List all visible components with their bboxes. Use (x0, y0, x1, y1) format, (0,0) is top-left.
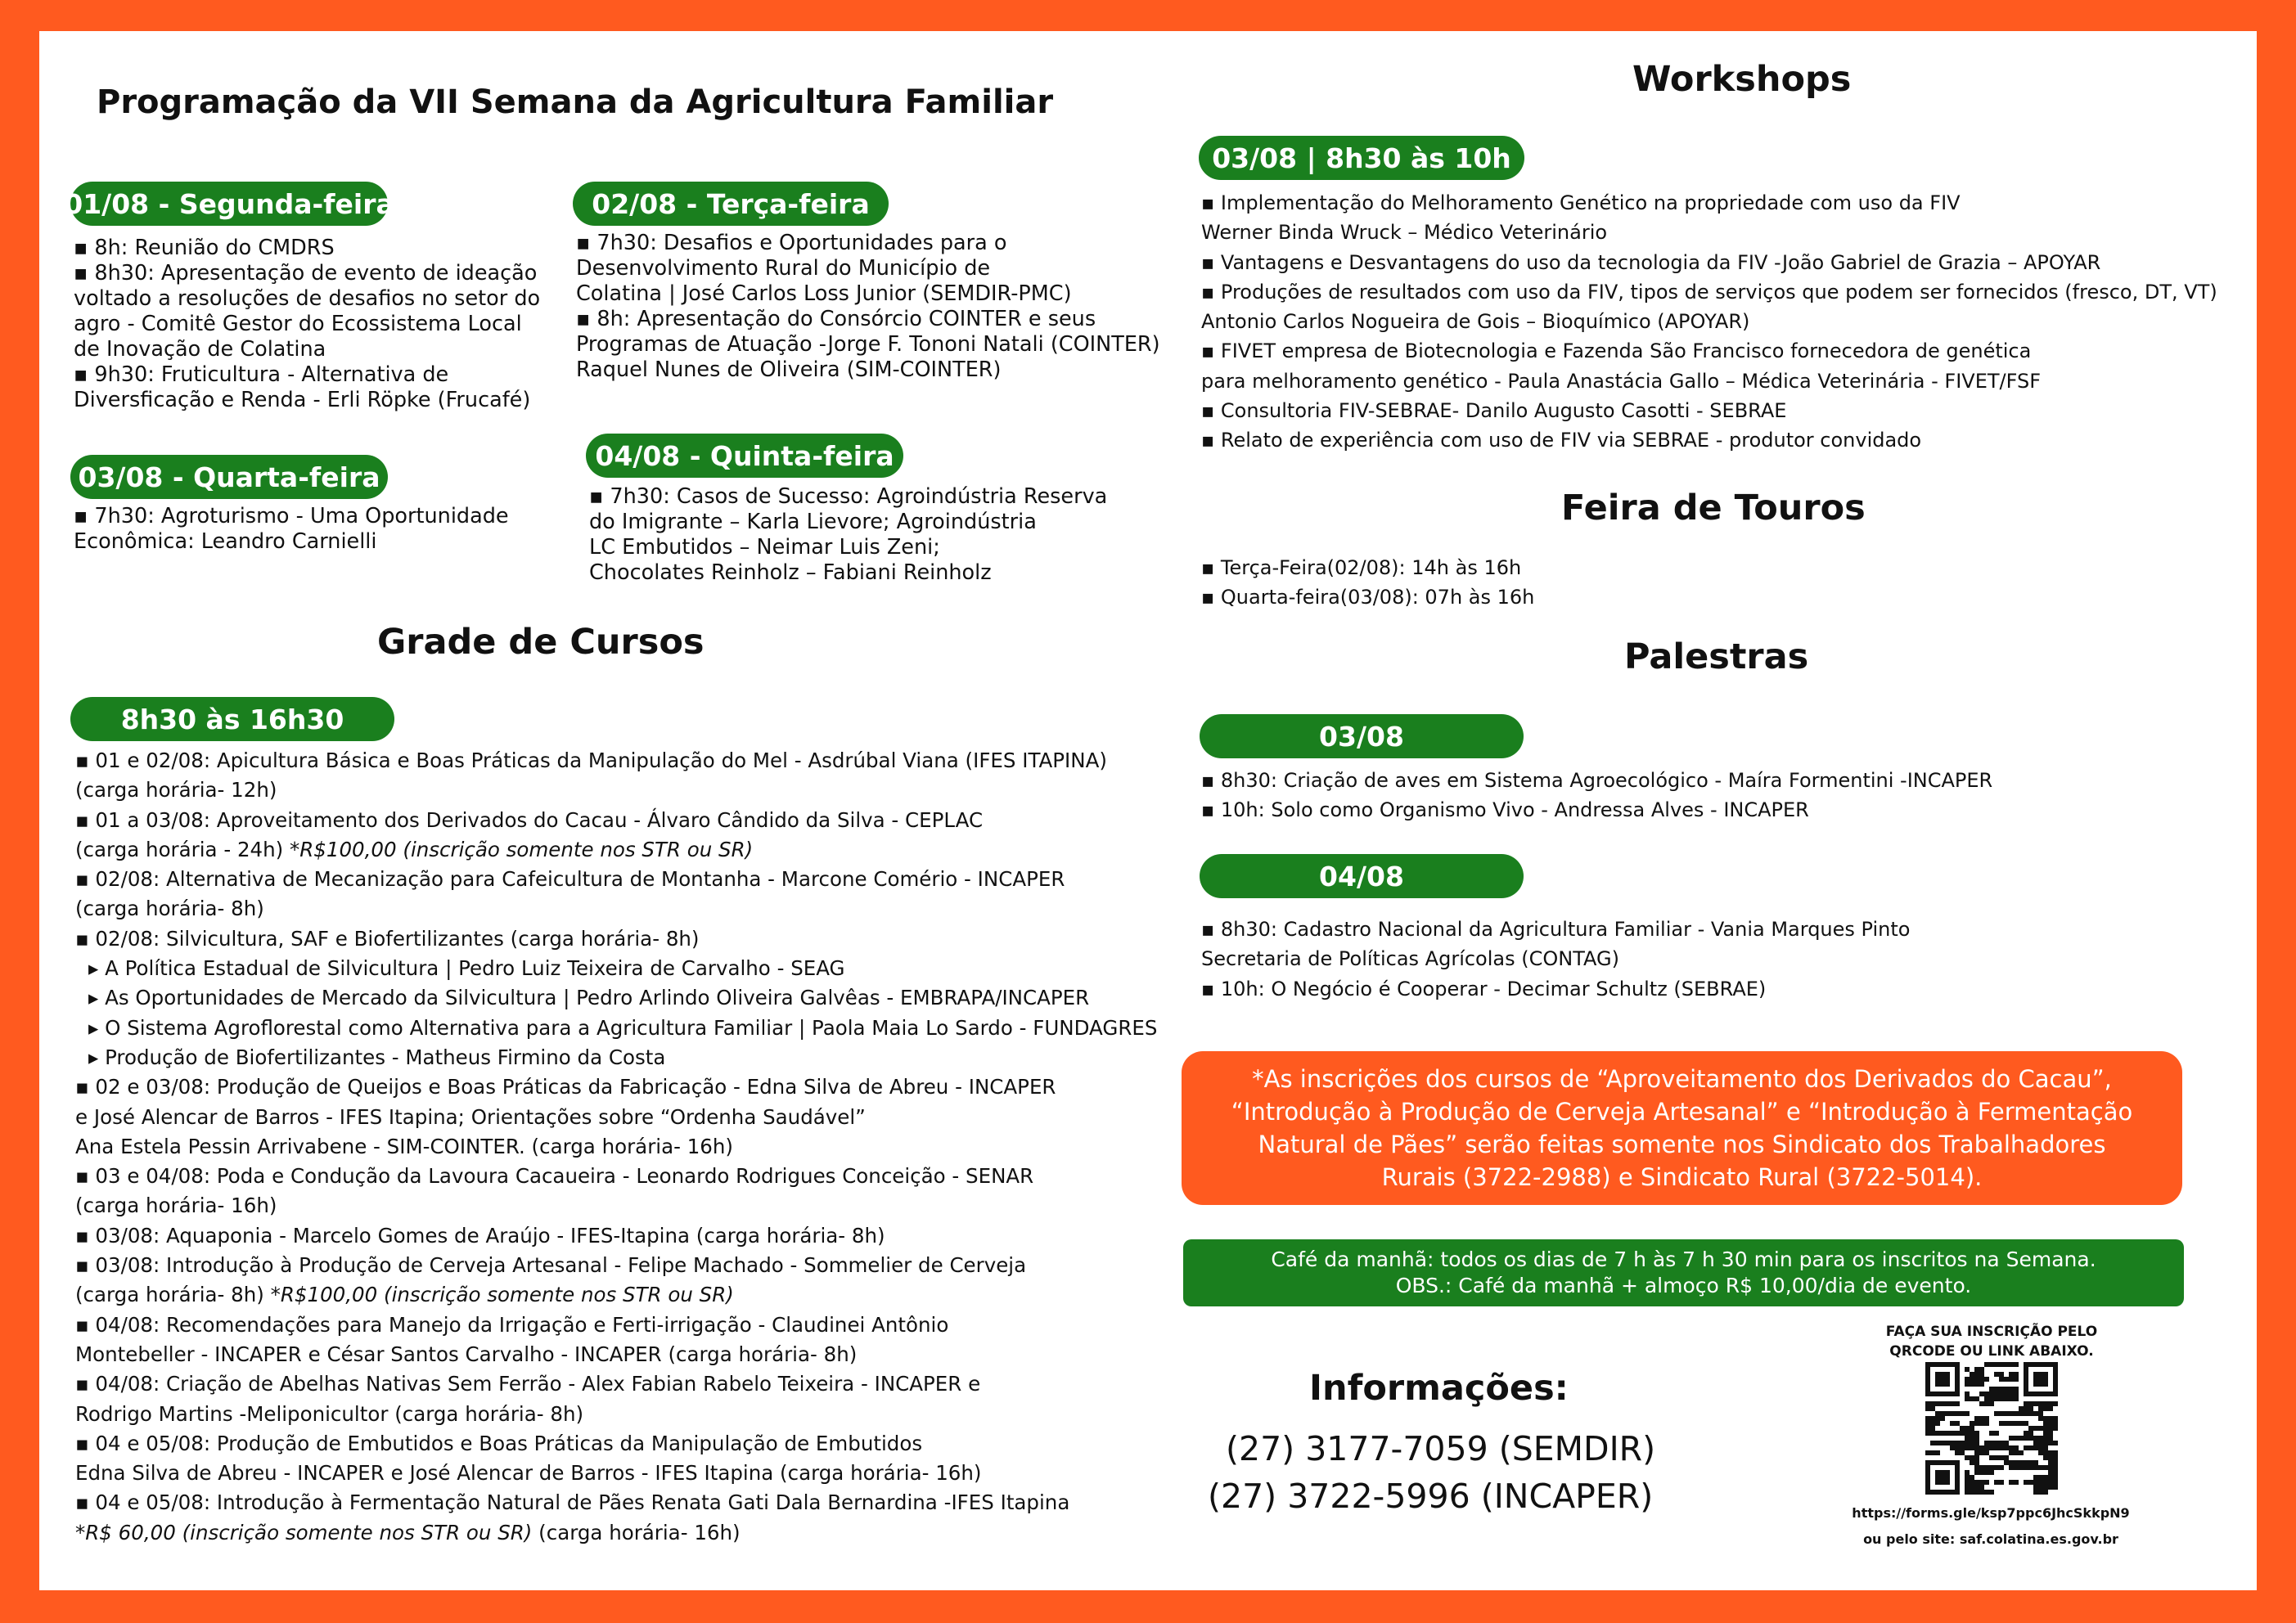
schedule-line: agro - Comitê Gestor do Ecossistema Local (74, 312, 522, 336)
schedule-line: ▪ 8h30: Apresentação de evento de ideação (74, 261, 538, 285)
palestra-line: ▪ 10h: Solo como Organismo Vivo - Andressa Alves - INCAPER (1201, 798, 1809, 822)
courses-heading: Grade de Cursos (377, 622, 705, 663)
page-title: Programação da VII Semana da Agricultura Familiar (97, 83, 1054, 121)
schedule-line: ▪ 7h30: Casos de Sucesso: Agroindústria Reserva (589, 484, 1108, 509)
course-line: ▪ 04/08: Recomendações para Manejo da Irrigação e Ferti-irrigação - Claudinei Antônio (75, 1312, 949, 1337)
workshop-line: ▪ Vantagens e Desvantagens do uso da tecnologia da FIV -João Gabriel de Grazia – APOYAR (1201, 250, 2101, 274)
workshop-line: ▪ FIVET empresa de Biotecnologia e Fazenda São Francisco fornecedora de genética (1201, 339, 2032, 363)
schedule-line: ▪ 7h30: Desafios e Oportunidades para o (576, 231, 1007, 255)
workshop-line: Werner Binda Wruck – Médico Veterinário (1201, 221, 1608, 245)
course-line: (carga horária- 12h) (75, 778, 277, 803)
day-schedule-0208 (576, 231, 1160, 383)
workshop-line: ▪ Implementação do Melhoramento Genético na propriedade com uso da FIV (1201, 191, 1961, 214)
course-line: (carga horária - 24h) *R$100,00 (inscrição somente nos STR ou SR) (75, 837, 754, 861)
notice-line: Natural de Pães” serão feitas somente nos Sindicato dos Trabalhadores (1258, 1131, 2106, 1158)
workshop-line: para melhoramento genético - Paula Anastácia Gallo – Médica Veterinária - FIVET/FSF (1201, 369, 2042, 393)
course-line: ▪ 03/08: Introdução à Produção de Cerveja Artesanal - Felipe Machado - Sommelier de Cerveja (75, 1253, 1027, 1278)
info-heading: Informações: (1309, 1368, 1569, 1409)
course-line: ▪ 04/08: Criação de Abelhas Nativas Sem Ferrão - Alex Fabian Rabelo Teixeira - INCAPER e (75, 1372, 981, 1396)
day-pill-0208: 02/08 - Terça-feira (573, 182, 889, 226)
workshops-list (1201, 188, 2217, 456)
course-line: ▪ 03/08: Aquaponia - Marcelo Gomes de Araújo - IFES-Itapina (carga horária- 8h) (75, 1223, 885, 1248)
course-line: (carga horária- 8h) (75, 897, 264, 921)
palestra-pill-0408: 04/08 (1200, 854, 1524, 898)
workshops-time-pill: 03/08 | 8h30 às 10h (1199, 136, 1524, 180)
course-subitem: ▸ O Sistema Agroflorestal como Alternativa para a Agricultura Familiar | Paola Maia Lo Sardo - FUNDAGRES (88, 1015, 1158, 1040)
course-line: e José Alencar de Barros - IFES Itapina; Orientações sobre “Ordenha Saudável” (75, 1104, 866, 1129)
schedule-line: Desenvolvimento Rural do Município de (576, 256, 991, 281)
feira-line: ▪ Terça-Feira(02/08): 14h às 16h (1201, 556, 1522, 579)
courses-list (75, 746, 1157, 1548)
poster (39, 31, 2257, 1590)
course-subitem: ▸ As Oportunidades de Mercado da Silvicultura | Pedro Arlindo Oliveira Galvêas - EMBRAPA/INCAPER (88, 986, 1090, 1010)
registration-instruction (1846, 1322, 2137, 1361)
course-line: Montebeller - INCAPER e César Santos Carvalho - INCAPER (carga horária- 8h) (75, 1342, 858, 1366)
palestra-list-0308 (1201, 766, 1992, 825)
courses-time-pill: 8h30 às 16h30 (70, 697, 394, 741)
schedule-line: de Inovação de Colatina (74, 337, 326, 362)
schedule-line: do Imigrante – Karla Lievore; Agroindústria (589, 510, 1037, 534)
workshop-line: ▪ Relato de experiência com uso de FIV via SEBRAE - produtor convidado (1201, 429, 1922, 452)
phone-semdir[interactable]: (27) 3177-7059 (SEMDIR) (1226, 1429, 1656, 1468)
course-line: ▪ 04 e 05/08: Introdução à Fermentação Natural de Pães Renata Gati Dala Bernardina -IFES Itapina (75, 1490, 1070, 1515)
schedule-line: ▪ 9h30: Fruticultura - Alternativa de (74, 362, 449, 387)
feira-line: ▪ Quarta-feira(03/08): 07h às 16h (1201, 586, 1535, 609)
day-pill-0108: 01/08 - Segunda-feira (70, 182, 388, 226)
schedule-line: voltado a resoluções de desafios no setor do (74, 286, 541, 311)
workshop-line: ▪ Consultoria FIV-SEBRAE- Danilo Augusto Casotti - SEBRAE (1201, 399, 1787, 423)
course-subitem: ▸ Produção de Biofertilizantes - Matheus Firmino da Costa (88, 1045, 666, 1069)
registration-link[interactable]: https://forms.gle/ksp7ppc6JhcSkkpN9 (1852, 1505, 2130, 1521)
feira-list (1201, 553, 1534, 613)
feira-heading: Feira de Touros (1561, 488, 1866, 528)
schedule-line: Raquel Nunes de Oliveira (SIM-COINTER) (576, 357, 1002, 382)
course-line: Rodrigo Martins -Meliponicultor (carga horária- 8h) (75, 1401, 584, 1426)
day-schedule-0108 (74, 236, 540, 413)
palestra-list-0408 (1201, 915, 1910, 1004)
notice-line: Rurais (3722-2988) e Sindicato Rural (3722-5014). (1381, 1163, 1983, 1191)
schedule-line: Econômica: Leandro Carnielli (74, 529, 377, 554)
qr-code-icon[interactable] (1925, 1362, 2058, 1495)
cafe-line: Café da manhã: todos os dias de 7 h às 7 h 30 min para os inscritos na Semana. (1271, 1248, 2096, 1271)
registration-notice (1182, 1051, 2182, 1205)
palestra-pill-0308: 03/08 (1200, 714, 1524, 758)
schedule-line: ▪ 8h: Reunião do CMDRS (74, 236, 335, 260)
registration-instruction-line: FAÇA SUA INSCRIÇÃO PELO (1885, 1324, 2098, 1340)
schedule-line: ▪ 8h: Apresentação do Consórcio COINTER e seus (576, 307, 1096, 331)
course-line: ▪ 03 e 04/08: Poda e Condução da Lavoura Cacaueira - Leonardo Rodrigues Conceição - SENAR (75, 1164, 1034, 1189)
course-line: ▪ 04 e 05/08: Produção de Embutidos e Boas Práticas da Manipulação de Embutidos (75, 1431, 923, 1455)
day-pill-0308: 03/08 - Quarta-feira (70, 455, 388, 499)
course-line: Edna Silva de Abreu - INCAPER e José Alencar de Barros - IFES Itapina (carga horária- 16h) (75, 1461, 982, 1486)
cafe-line: OBS.: Café da manhã + almoço R$ 10,00/dia de evento. (1395, 1274, 1972, 1297)
course-line: (carga horária- 8h) *R$100,00 (inscrição somente nos STR ou SR) (75, 1283, 734, 1307)
palestra-line: ▪ 8h30: Criação de aves em Sistema Agroecológico - Maíra Formentini -INCAPER (1201, 769, 1993, 792)
palestra-line: ▪ 8h30: Cadastro Nacional da Agricultura Familiar - Vania Marques Pinto (1201, 918, 1911, 941)
phone-incaper[interactable]: (27) 3722-5996 (INCAPER) (1208, 1477, 1654, 1516)
course-line: Ana Estela Pessin Arrivabene - SIM-COINTER. (carga horária- 16h) (75, 1134, 733, 1158)
course-line: ▪ 02 e 03/08: Produção de Queijos e Boas Práticas da Fabricação - Edna Silva de Abreu - INCAPER (75, 1075, 1056, 1099)
course-line: *R$ 60,00 (inscrição somente nos STR ou SR) (carga horária- 16h) (75, 1520, 741, 1544)
course-line: ▪ 02/08: Alternativa de Mecanização para Cafeicultura de Montanha - Marcone Comério - INCAPER (75, 867, 1065, 892)
schedule-line: LC Embutidos – Neimar Luis Zeni; (589, 535, 940, 560)
palestra-line: ▪ 10h: O Negócio é Cooperar - Decimar Schultz (SEBRAE) (1201, 977, 1767, 1000)
schedule-line: Colatina | José Carlos Loss Junior (SEMDIR-PMC) (576, 281, 1072, 306)
course-line: ▪ 02/08: Silvicultura, SAF e Biofertilizantes (carga horária- 8h) (75, 926, 700, 951)
course-line: ▪ 01 e 02/08: Apicultura Básica e Boas Práticas da Manipulação do Mel - Asdrúbal Viana (IFES ITAPINA) (75, 749, 1107, 772)
notice-line: *As inscrições dos cursos de “Aproveitamento dos Derivados do Cacau”, (1252, 1065, 2112, 1093)
schedule-line: Programas de Atuação -Jorge F. Tononi Natali (COINTER) (576, 332, 1160, 357)
registration-site[interactable]: ou pelo site: saf.colatina.es.gov.br (1863, 1531, 2118, 1547)
palestras-heading: Palestras (1624, 636, 1809, 677)
schedule-line: Diversficação e Renda - Erli Röpke (Frucafé) (74, 388, 531, 412)
registration-instruction-line: QRCODE OU LINK ABAIXO. (1889, 1343, 2094, 1360)
day-schedule-0308 (74, 504, 509, 555)
day-schedule-0408 (589, 484, 1107, 586)
palestra-line: Secretaria de Políticas Agrícolas (CONTAG) (1201, 947, 1619, 971)
day-pill-0408: 04/08 - Quinta-feira (586, 434, 903, 478)
workshops-heading: Workshops (1632, 59, 1852, 100)
workshop-line: Antonio Carlos Nogueira de Gois – Bioquímico (APOYAR) (1201, 310, 1750, 334)
notice-line: “Introdução à Produção de Cerveja Artesanal” e “Introdução à Fermentação (1231, 1098, 2133, 1126)
course-line: (carga horária- 16h) (75, 1194, 277, 1218)
breakfast-notice (1183, 1239, 2184, 1306)
course-subitem: ▸ A Política Estadual de Silvicultura | Pedro Luiz Teixeira de Carvalho - SEAG (88, 956, 845, 981)
course-line: ▪ 01 a 03/08: Aproveitamento dos Derivados do Cacau - Álvaro Cândido da Silva - CEPLAC (75, 807, 984, 832)
schedule-line: Chocolates Reinholz – Fabiani Reinholz (589, 560, 992, 585)
workshop-line: ▪ Produções de resultados com uso da FIV, tipos de serviços que podem ser fornecidos (fresco, DT, VT) (1201, 280, 2217, 303)
schedule-line: ▪ 7h30: Agroturismo - Uma Oportunidade (74, 504, 509, 528)
